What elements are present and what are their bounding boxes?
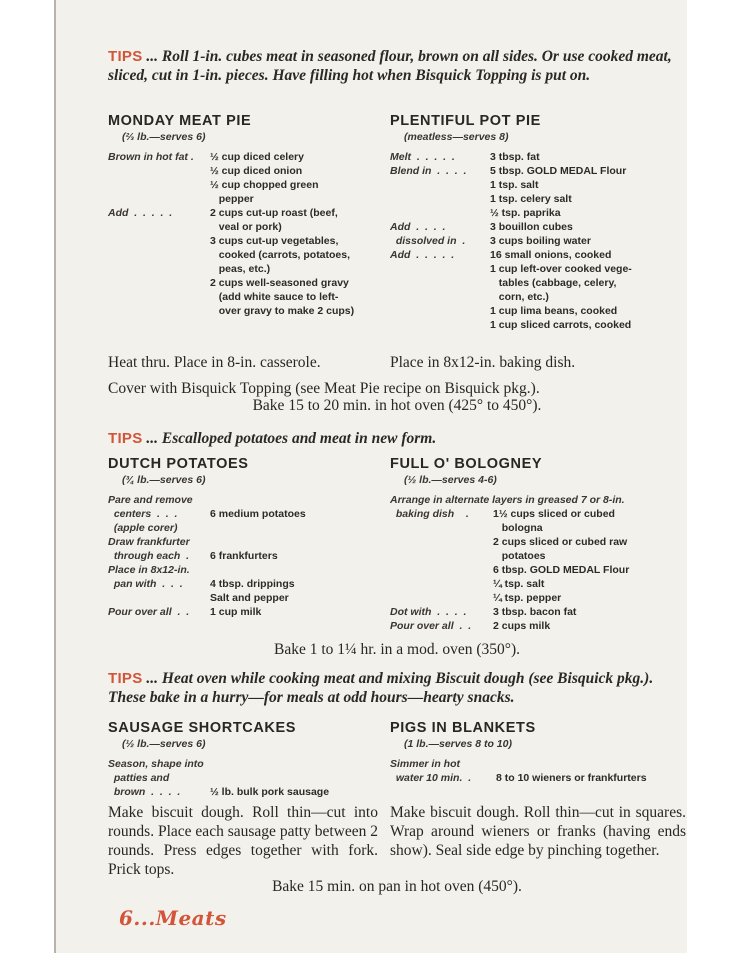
- ingredient: pepper: [210, 193, 254, 205]
- recipe-title: MONDAY MEAT PIE: [108, 113, 252, 129]
- monday-instruction: Heat thru. Place in 8-in. casserole.: [108, 354, 321, 371]
- ingredient-row: [108, 785, 378, 799]
- ingredient-row: [108, 248, 378, 262]
- ingredient-row: [108, 290, 378, 304]
- ingredient-row: [390, 521, 686, 535]
- step-label: [390, 549, 493, 563]
- ingredient: over gravy to make 2 cups): [210, 305, 355, 317]
- ingredient-row: [108, 605, 388, 619]
- step-label: dissolved in .: [390, 235, 469, 247]
- step-label: centers . . .: [108, 508, 181, 520]
- ingredient: ½ cup diced onion: [210, 165, 303, 177]
- ingredient-row: [108, 206, 378, 220]
- bake-line-1: Bake 15 to 20 min. in hot oven (425° to 450°).: [252, 397, 542, 414]
- step-label: [390, 262, 490, 276]
- ingredient-row: [390, 234, 680, 248]
- recipe-dutch-potatoes: [108, 456, 388, 619]
- ingredient: 1 cup sliced carrots, cooked: [490, 319, 632, 331]
- ingredient-row: [390, 605, 686, 619]
- step-label: [108, 591, 210, 605]
- step-label: [390, 535, 493, 549]
- step-label: [108, 248, 210, 262]
- ingredient-row: [108, 549, 388, 563]
- recipe-pigs-in-blankets: [390, 720, 686, 860]
- ingredient: 6 medium potatoes: [210, 508, 306, 520]
- step-label: water 10 min. .: [390, 772, 475, 784]
- step-label: Melt . . . . .: [390, 151, 458, 163]
- step-label: pan with . . .: [108, 578, 186, 590]
- ingredient: 3 cups boiling water: [490, 235, 591, 247]
- step-label: through each .: [108, 550, 193, 562]
- recipe-servings: (¾ lb.—serves 6): [122, 474, 206, 486]
- step-label: [390, 591, 493, 605]
- step-label: baking dish .: [390, 508, 472, 520]
- shortcakes-instruction: Make biscuit dough. Roll thin—cut into rounds. Place each sausage patty between 2 rounds. Press edges together with fork. Prick tops.: [108, 804, 378, 878]
- step-label: [390, 206, 490, 220]
- ingredient: cooked (carrots, potatoes,: [210, 249, 351, 261]
- ingredient: 2 cups cut-up roast (beef,: [210, 207, 338, 219]
- ingredient-row: [390, 150, 680, 164]
- ingredient-row: [390, 493, 686, 507]
- tips-text: ... Heat oven while cooking meat and mixing Biscuit dough (see Bisquick pkg.). These bake in a hurry—for meals at odd hours—hearty snacks.: [108, 670, 654, 706]
- ingredient-row: [108, 563, 388, 577]
- step-label: Pare and remove: [108, 494, 193, 506]
- ingredient: Salt and pepper: [210, 592, 289, 604]
- tips-text: ... Escalloped potatoes and meat in new form.: [146, 430, 437, 447]
- recipe-title: PLENTIFUL POT PIE: [390, 113, 541, 129]
- recipe-title: PIGS IN BLANKETS: [390, 720, 536, 736]
- ingredient-row: [390, 549, 686, 563]
- ingredient: 4 tbsp. drippings: [210, 578, 295, 590]
- ingredient-row: [108, 493, 388, 507]
- ingredient: 1 cup lima beans, cooked: [490, 305, 618, 317]
- ingredient: 8 to 10 wieners or frankfurters: [496, 772, 647, 784]
- step-label: [390, 577, 493, 591]
- tips-3: [108, 669, 686, 707]
- step-label: (apple corer): [108, 522, 178, 534]
- cookbook-page: [54, 0, 687, 953]
- recipe-servings: (1 lb.—serves 8 to 10): [404, 738, 512, 750]
- ingredient: 1 tsp. salt: [490, 179, 539, 191]
- step-label: Add . . . .: [390, 221, 449, 233]
- recipe-servings: (½ lb.—serves 6): [122, 738, 206, 750]
- ingredient-row: [390, 178, 680, 192]
- ingredient-row: [108, 577, 388, 591]
- step-label: Simmer in hot: [390, 758, 461, 770]
- recipe-servings: (½ lb.—serves 4-6): [404, 474, 497, 486]
- recipe-monday-meat-pie: [108, 113, 378, 318]
- ingredient: 6 frankfurters: [210, 550, 278, 562]
- recipe-servings: (⅔ lb.—serves 6): [122, 131, 206, 143]
- ingredient: 1 cup milk: [210, 606, 262, 618]
- ingredient-row: [108, 234, 378, 248]
- page-number: 6: [119, 906, 134, 930]
- ingredient: ½ lb. bulk pork sausage: [210, 786, 330, 798]
- ingredient-row: [390, 206, 680, 220]
- ingredient: 5 tbsp. GOLD MEDAL Flour: [490, 165, 627, 177]
- ingredient-row: [390, 164, 680, 178]
- step-label: Pour over all . .: [390, 620, 475, 632]
- ingredient: bologna: [493, 522, 543, 534]
- step-label: [108, 276, 210, 290]
- step-label: [108, 220, 210, 234]
- tips-2: [108, 429, 686, 448]
- ingredient-row: [390, 507, 686, 521]
- ingredient-row: [108, 521, 388, 535]
- cover-line: Cover with Bisquick Topping (see Meat Pie recipe on Bisquick pkg.).: [108, 380, 540, 397]
- recipe-title: DUTCH POTATOES: [108, 456, 249, 472]
- bake-line-2: Bake 1 to 1¼ hr. in a mod. oven (350°).: [274, 641, 520, 658]
- ingredient-row: [108, 220, 378, 234]
- section-name: ...Meats: [133, 906, 227, 930]
- ingredient: 1 cup left-over cooked vege-: [490, 263, 632, 275]
- step-label: brown . . . .: [108, 786, 184, 798]
- ingredient: potatoes: [493, 550, 546, 562]
- step-label: Draw frankfurter: [108, 536, 190, 548]
- ingredient-row: [390, 248, 680, 262]
- ingredient: 2 cups milk: [493, 620, 551, 632]
- recipe-title: FULL O' BOLOGNEY: [390, 456, 543, 472]
- ingredient: tables (cabbage, celery,: [490, 277, 617, 289]
- ingredient-row: [390, 276, 680, 290]
- step-label: Season, shape into: [108, 758, 204, 770]
- recipe-full-o-bologney: [390, 456, 686, 633]
- tips-text: ... Roll 1-in. cubes meat in seasoned flour, brown on all sides. Or use cooked meat, sliced, cut in 1-in. pieces. Have filling hot when Bisquick Topping is put on.: [108, 48, 672, 84]
- ingredient-list: [390, 150, 680, 332]
- step-label: [390, 178, 490, 192]
- tips-label: TIPS: [108, 48, 143, 65]
- ingredient-row: [108, 535, 388, 549]
- ingredient-list: [108, 493, 388, 619]
- ingredient-row: [108, 276, 378, 290]
- step-label: [390, 192, 490, 206]
- ingredient: (add white sauce to left-: [210, 291, 339, 303]
- step-label: [108, 234, 210, 248]
- ingredient-row: [108, 178, 378, 192]
- step-label: [108, 192, 210, 206]
- ingredient-row: [108, 591, 388, 605]
- step-label: Blend in . . . .: [390, 165, 470, 177]
- step-label: [108, 262, 210, 276]
- ingredient-row: [390, 262, 680, 276]
- ingredient-row: [390, 577, 686, 591]
- ingredient: 3 cups cut-up vegetables,: [210, 235, 339, 247]
- step-label: Arrange in alternate layers in greased 7 or 8-in.: [390, 494, 625, 506]
- ingredient-row: [390, 591, 686, 605]
- step-label: Add . . . . .: [390, 249, 458, 261]
- ingredient: 2 cups well-seasoned gravy: [210, 277, 349, 289]
- recipe-servings: (meatless—serves 8): [404, 131, 509, 143]
- step-label: [390, 290, 490, 304]
- step-label: Dot with . . . .: [390, 606, 470, 618]
- tips-1: [108, 47, 686, 85]
- ingredient-row: [390, 757, 686, 771]
- step-label: [390, 521, 493, 535]
- pot-pie-instruction: Place in 8x12-in. baking dish.: [390, 354, 576, 371]
- step-label: Add . . . . .: [108, 207, 176, 219]
- ingredient: ¼ tsp. salt: [493, 578, 545, 590]
- pigs-instruction: Make biscuit dough. Roll thin—cut in squares. Wrap around wieners or franks (having ends show). Seal side edge by pinching together.: [390, 804, 686, 859]
- ingredient-list: [390, 493, 686, 633]
- ingredient: corn, etc.): [490, 291, 549, 303]
- ingredient: 6 tbsp. GOLD MEDAL Flour: [493, 564, 630, 576]
- step-label: [108, 290, 210, 304]
- tips-label: TIPS: [108, 670, 143, 687]
- ingredient: 3 tbsp. bacon fat: [493, 606, 577, 618]
- ingredient-row: [390, 771, 686, 785]
- recipe-sausage-shortcakes: [108, 720, 378, 879]
- ingredient-row: [390, 619, 686, 633]
- ingredient: 3 bouillon cubes: [490, 221, 573, 233]
- step-label: [390, 276, 490, 290]
- ingredient: peas, etc.): [210, 263, 271, 275]
- ingredient-row: [390, 290, 680, 304]
- ingredient-row: [108, 304, 378, 318]
- ingredient: 3 tbsp. fat: [490, 151, 540, 163]
- step-label: [390, 563, 493, 577]
- ingredient-row: [108, 192, 378, 206]
- ingredient: 1½ cups sliced or cubed: [493, 508, 615, 520]
- ingredient: 1 tsp. celery salt: [490, 193, 572, 205]
- ingredient: 16 small onions, cooked: [490, 249, 612, 261]
- ingredient-row: [108, 164, 378, 178]
- page-footer: [119, 906, 227, 930]
- ingredient-row: [390, 318, 680, 332]
- step-label: Pour over all . .: [108, 606, 193, 618]
- ingredient: ½ cup diced celery: [210, 151, 304, 163]
- ingredient-row: [108, 262, 378, 276]
- ingredient-row: [390, 220, 680, 234]
- ingredient-row: [390, 192, 680, 206]
- ingredient-list: [108, 150, 378, 318]
- step-label: [108, 304, 210, 318]
- ingredient-row: [390, 563, 686, 577]
- ingredient: veal or pork): [210, 221, 282, 233]
- step-label: [108, 178, 210, 192]
- ingredient-row: [108, 507, 388, 521]
- ingredient-list: [108, 757, 378, 799]
- recipe-plentiful-pot-pie: [390, 113, 680, 332]
- step-label: Brown in hot fat .: [108, 151, 197, 163]
- step-label: [390, 304, 490, 318]
- ingredient-row: [108, 771, 378, 785]
- ingredient-list: [390, 757, 686, 785]
- ingredient-row: [390, 304, 680, 318]
- tips-label: TIPS: [108, 430, 143, 447]
- step-label: patties and: [108, 772, 170, 784]
- ingredient: 2 cups sliced or cubed raw: [493, 536, 628, 548]
- ingredient: ¼ tsp. pepper: [493, 592, 562, 604]
- ingredient-row: [390, 535, 686, 549]
- bake-line-3: Bake 15 min. on pan in hot oven (450°).: [272, 878, 522, 895]
- ingredient: ½ tsp. paprika: [490, 207, 561, 219]
- step-label: Place in 8x12-in.: [108, 564, 190, 576]
- ingredient: ½ cup chopped green: [210, 179, 319, 191]
- step-label: [108, 164, 210, 178]
- ingredient-row: [108, 757, 378, 771]
- step-label: [390, 318, 490, 332]
- ingredient-row: [108, 150, 378, 164]
- recipe-title: SAUSAGE SHORTCAKES: [108, 720, 297, 736]
